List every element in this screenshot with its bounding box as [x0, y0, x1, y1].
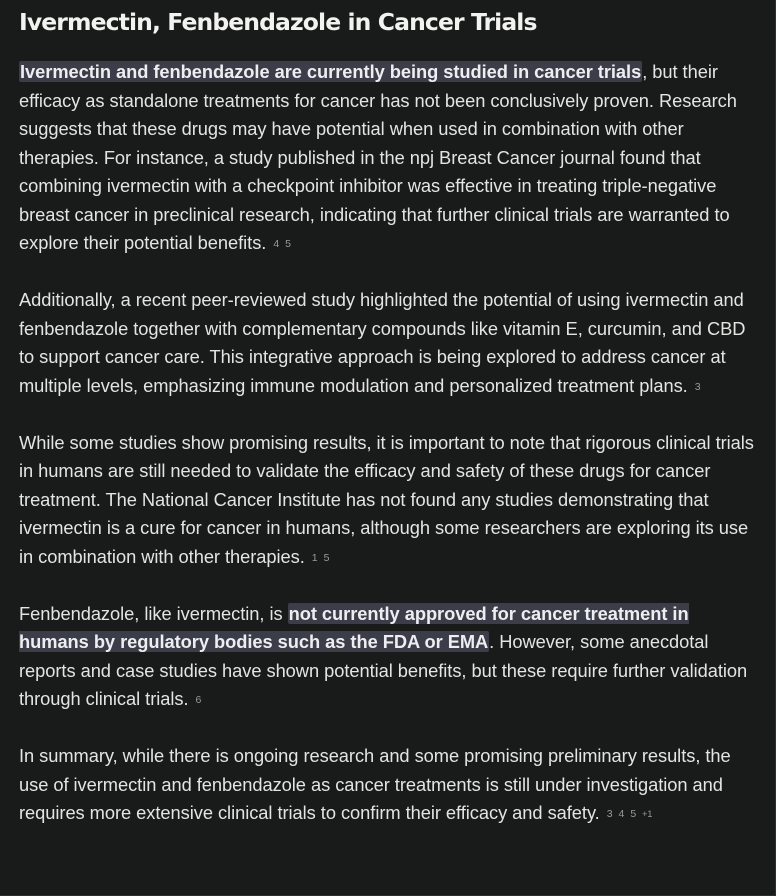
citation-link[interactable]: 3	[606, 808, 613, 820]
citation-link[interactable]: 6	[195, 694, 202, 706]
citation-group	[692, 372, 704, 401]
paragraph-4	[19, 600, 761, 714]
answer-body	[19, 58, 761, 856]
paragraph-text: , but their efficacy as standalone treatments for cancer has not been conclusively proven. Research suggests that these drugs may have potential when used in combination with other therapies. For instance, a study published in the npj Breast Cancer journal found that combining ivermectin with a checkpoint inhibitor was effective in treating triple-negative breast cancer in preclinical research, indicating that further clinical trials are warranted to explore their potential benefits.	[19, 61, 737, 253]
citation-link[interactable]: 1	[311, 551, 318, 564]
highlighted-text: Ivermectin and fenbendazole are currently being studied in cancer trials	[20, 61, 642, 82]
citation-link[interactable]: 4	[273, 238, 280, 250]
citation-link[interactable]: 4	[618, 808, 625, 820]
citation-group	[270, 229, 294, 258]
paragraph-text: . However, some anecdotal reports and case studies have shown potential benefits, but these require further validation through clinical trials.	[19, 631, 748, 709]
paragraph-2	[19, 286, 761, 400]
citation-link[interactable]: 3	[694, 380, 701, 393]
highlighted-text: not currently approved for cancer treatment in humans by regulatory bodies such as the FDA or EMA	[19, 602, 689, 652]
citation-link[interactable]: 5	[285, 238, 291, 250]
citation-group	[193, 685, 205, 714]
citation-link[interactable]: 5	[630, 808, 637, 820]
paragraph-text: Fenbendazole, like ivermectin, is	[19, 602, 288, 624]
citation-group	[604, 799, 656, 828]
paragraph-text: Additionally, a recent peer-reviewed study highlighted the potential of using ivermectin and fenbendazole together with complementary compounds like vitamin E, curcumin, and CBD to support cancer care. This integrative approach is being explored to address cancer at multiple levels, emphasizing immune modulation and personalized treatment plans.	[19, 289, 746, 396]
paragraph-text: While some studies show promising results, it is important to note that rigorous clinical trials in humans are still needed to validate the efficacy and safety of these drugs for cancer treatment. The National Cancer Institute has not found any studies demonstrating that ivermectin is a cure for cancer in humans, although some researchers are exploring its use in combination with other therapies.	[19, 431, 754, 567]
more-citations-link[interactable]: +1	[642, 809, 653, 819]
paragraph-5	[19, 742, 761, 828]
citation-link[interactable]: 5	[323, 551, 330, 564]
paragraph-text: In summary, while there is ongoing research and some promising preliminary results, the use of ivermectin and fenbendazole as cancer treatments is still under investigation and requires more extensive clinical trials to confirm their efficacy and safety.	[19, 745, 731, 823]
answer-title: Ivermectin, Fenbendazole in Cancer Trials	[19, 8, 537, 36]
citation-group	[309, 543, 333, 572]
paragraph-3	[19, 429, 761, 572]
paragraph-1	[19, 58, 761, 258]
